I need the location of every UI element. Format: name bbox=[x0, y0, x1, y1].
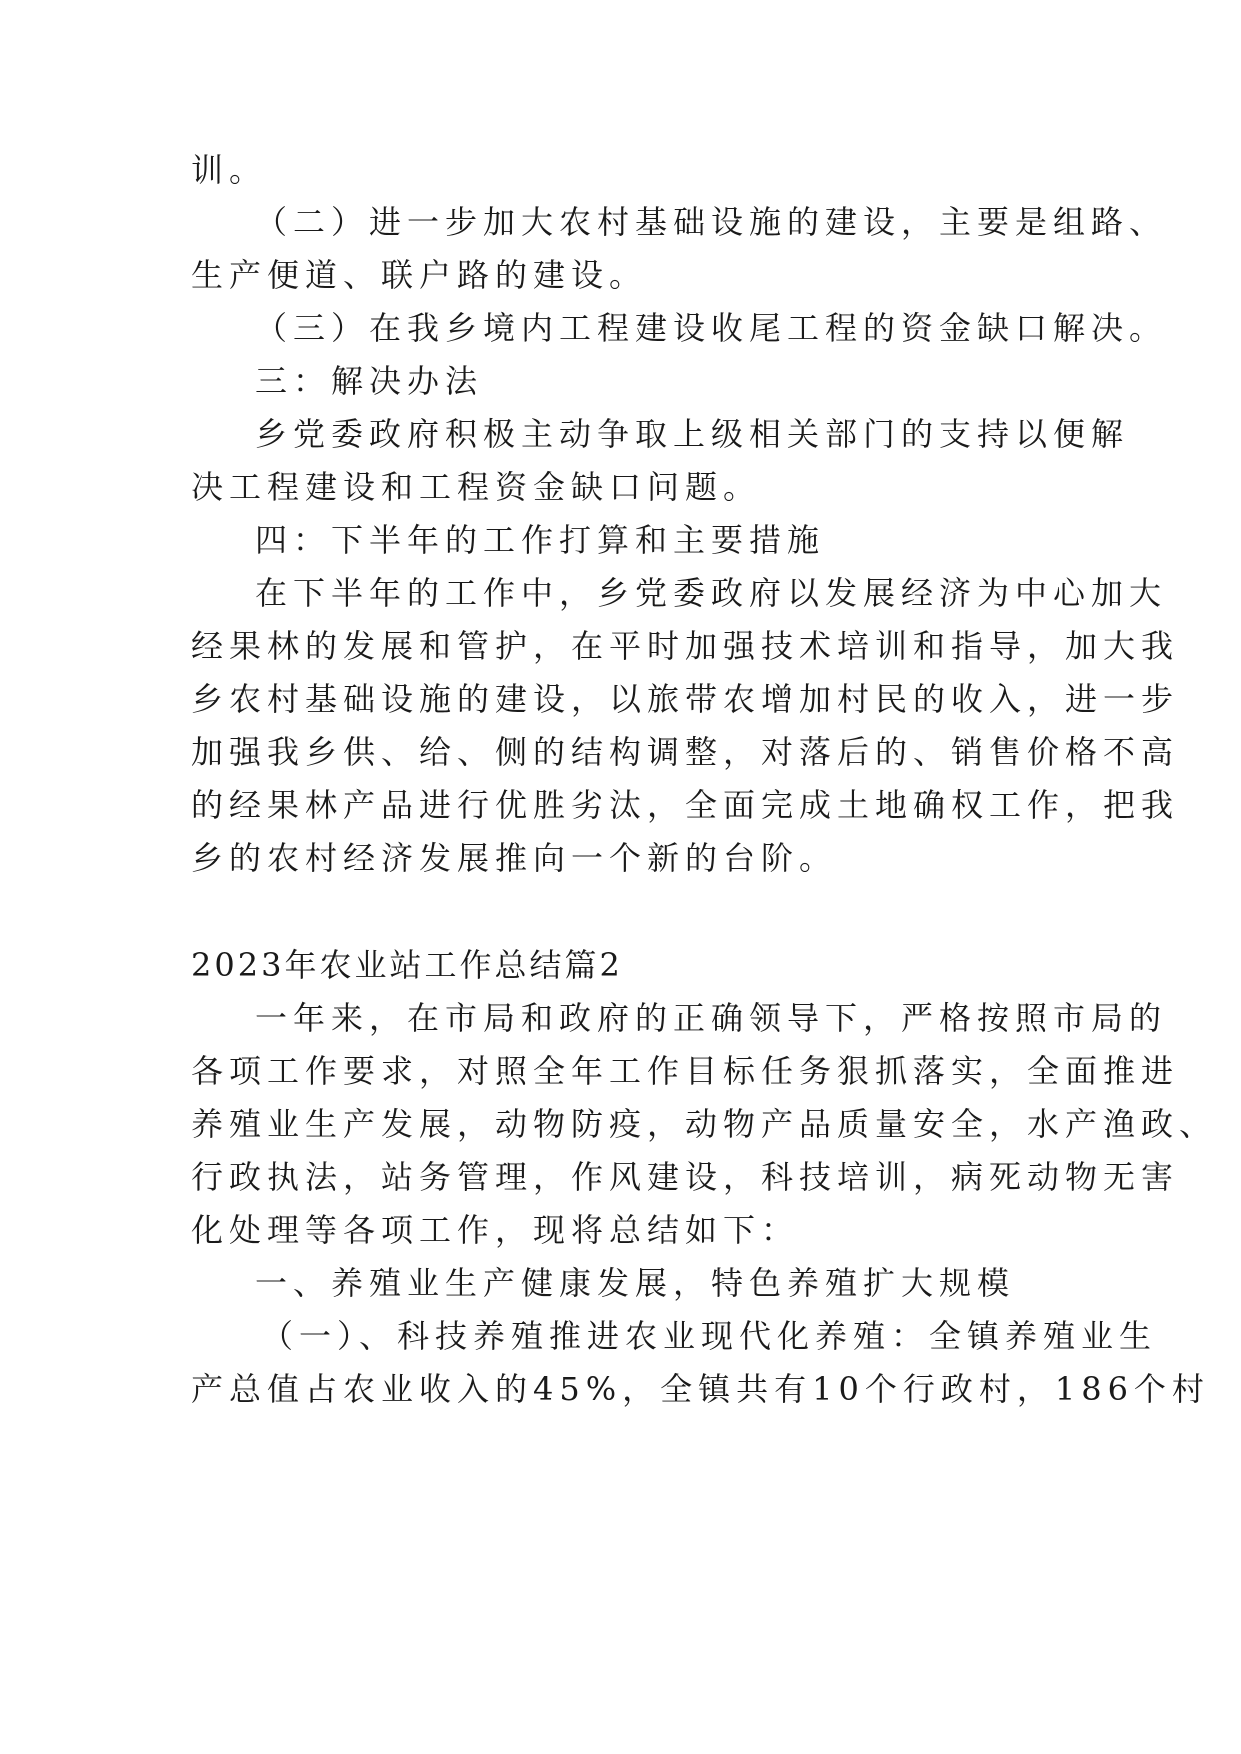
text-line: 乡农村基础设施的建设，以旅带农增加村民的收入，进一步 bbox=[191, 680, 1180, 718]
text-line: 乡党委政府积极主动争取上级相关部门的支持以便解 bbox=[255, 415, 1130, 453]
text-line: （三）在我乡境内工程建设收尾工程的资金缺口解决。 bbox=[255, 309, 1168, 347]
text-line: （一）、科技养殖推进农业现代化养殖：全镇养殖业生 bbox=[261, 1317, 1158, 1355]
section-heading: 一、养殖业生产健康发展，特色养殖扩大规模 bbox=[255, 1264, 1016, 1302]
text-line: 加强我乡供、给、侧的结构调整，对落后的、销售价格不高 bbox=[191, 733, 1180, 771]
text-line: 产总值占农业收入的45%，全镇共有10个行政村，186个村 bbox=[191, 1370, 1210, 1408]
section-heading: 三：解决办法 bbox=[255, 362, 484, 400]
text-line: 行政执法，站务管理，作风建设，科技培训，病死动物无害 bbox=[191, 1158, 1180, 1196]
text-line: 各项工作要求，对照全年工作目标任务狠抓落实，全面推进 bbox=[191, 1052, 1180, 1090]
section-heading: 四：下半年的工作打算和主要措施 bbox=[255, 521, 826, 559]
text-line: 化处理等各项工作，现将总结如下： bbox=[191, 1211, 800, 1249]
text-line: 的经果林产品进行优胜劣汰，全面完成土地确权工作，把我 bbox=[191, 786, 1180, 824]
text-line: 一年来，在市局和政府的正确领导下，严格按照市局的 bbox=[255, 999, 1168, 1037]
article-title: 2023年农业站工作总结篇2 bbox=[191, 946, 623, 984]
text-line: 经果林的发展和管护，在平时加强技术培训和指导，加大我 bbox=[191, 627, 1180, 665]
text-line: 生产便道、联户路的建设。 bbox=[191, 256, 648, 294]
text-line: 决工程建设和工程资金缺口问题。 bbox=[191, 468, 762, 506]
text-line: 训。 bbox=[191, 151, 268, 189]
text-line: （二）进一步加大农村基础设施的建设，主要是组路、 bbox=[255, 203, 1168, 241]
text-line: 养殖业生产发展，动物防疫，动物产品质量安全，水产渔政、 bbox=[191, 1105, 1218, 1143]
text-line: 乡的农村经济发展推向一个新的台阶。 bbox=[191, 839, 838, 877]
text-line: 在下半年的工作中，乡党委政府以发展经济为中心加大 bbox=[255, 574, 1168, 612]
